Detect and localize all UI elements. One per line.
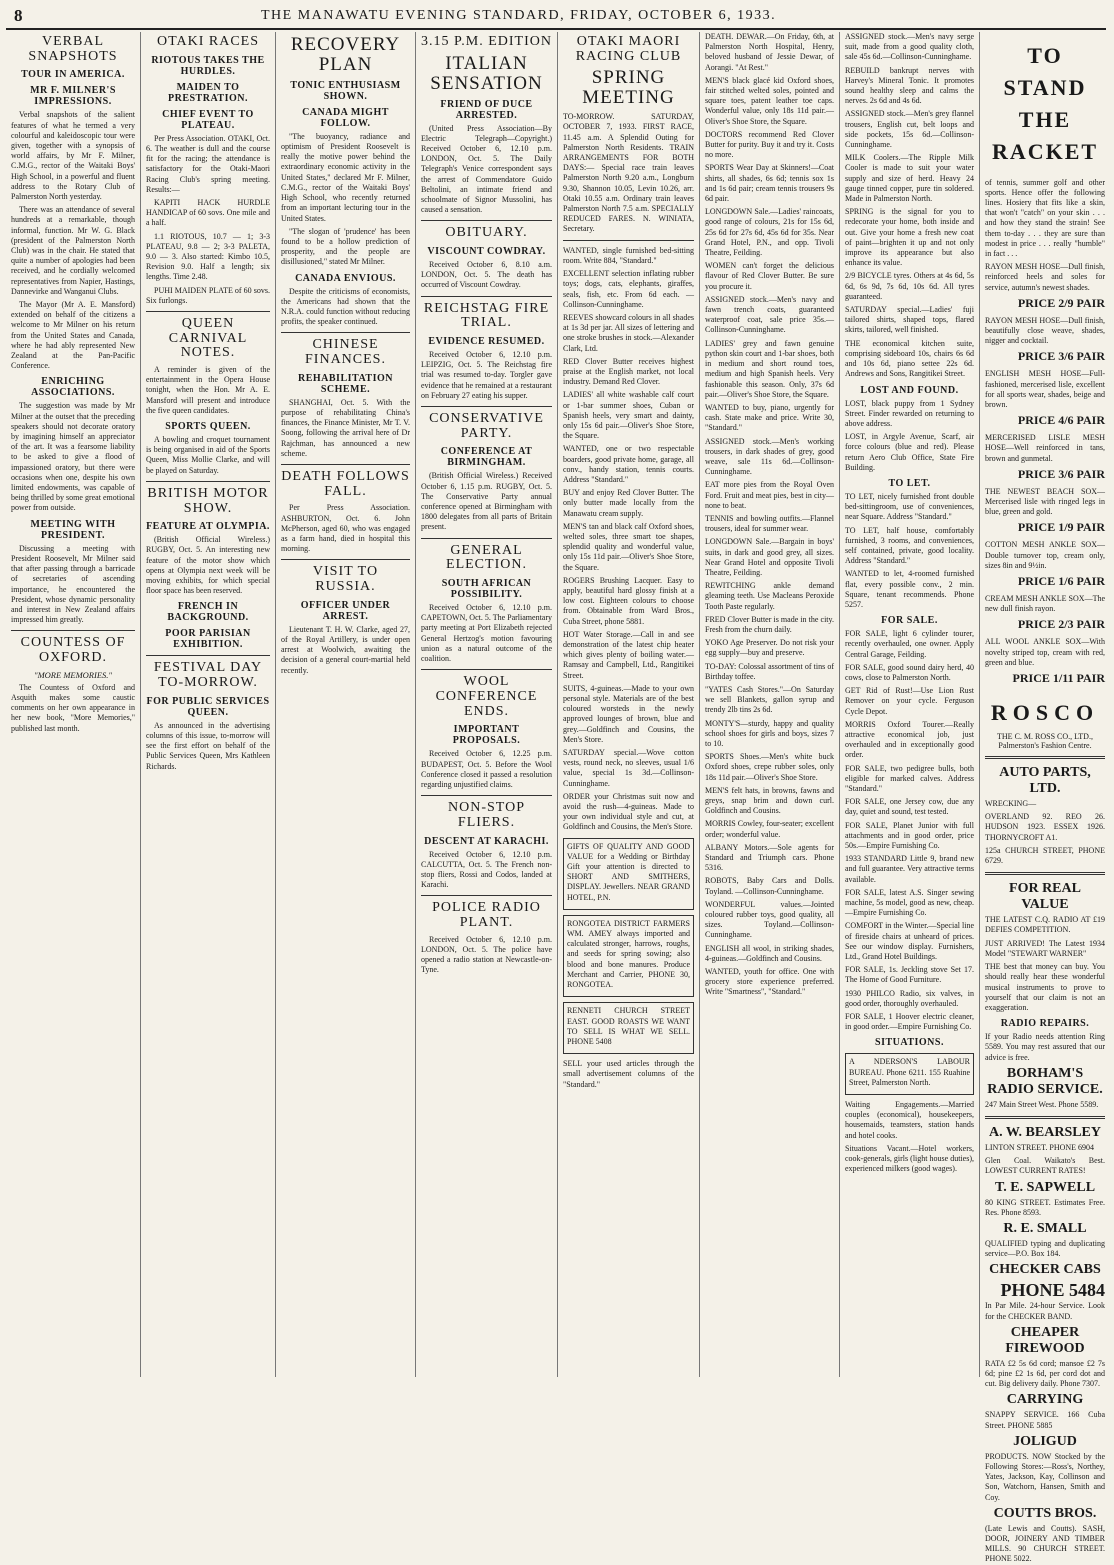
kicker: SPORTS QUEEN. [165,421,251,433]
advert: ASSIGNED stock.—Men's navy serge suit, made from a good quality cloth, sale 45s 6d.—Collinson-Cunninghame. [845,32,974,62]
paragraph: Received October 6, 12.10 p.m. CALCUTTA, Oct. 5. The French non-stop fliers, Rossi and Codos, landed at Karachi. [421,849,552,890]
advert: FRED Clover Butter is made in the city. Fresh from the churn daily. [705,614,834,634]
headline-visit-to-russia: VISIT TO RUSSIA. [312,564,379,594]
divider [281,464,410,465]
advert: FOR SALE, light 6 cylinder tourer, recently overhauled, one owner. Apply Central Garage, Feilding. [845,629,974,659]
advert: MORRIS Oxford Tourer.—Really attractive economical job, just overhauled and in exceptionally good order. [845,719,974,760]
racket-advert-heading [985,40,1105,168]
advert: SPORTS Shoes.—Men's white buck Oxford shoes, crepe rubber soles, only 18s 11d pair.—Oliver's Shoe Store. [705,752,834,782]
paragraph: Received October 6, 12.10 p.m. CAPETOWN, Oct. 5. The Parliamentary party meeting at Port Elizabeth rejected General Hertzog's motion favouring union as a natural outcome of the coalition. [421,603,553,664]
advert: YOKO Age Preserver. Do not risk your egg supply—buy and preserve. [705,638,834,658]
advert: THE economical kitchen suite, comprising sideboard 10s, chairs 6s 6d and 10s 6d, piano settee 22s 6d. Andrews and Sons, Rangitikei Street. [845,338,974,379]
coutts-title: COUTTS BROS. [993,1505,1097,1521]
paragraph: Received October 6, 8.10 a.m. LONDON, Oct. 5. The death has occurred of Viscount Cowdray. [421,260,552,290]
paragraph: Received October 6, 12.25 p.m. BUDAPEST, Oct. 5. Before the Wool Conference closed it passed a resolution regarding unjustified claims. [421,749,552,789]
hosiery-item: ENGLISH MESH HOSE—Full-fashioned, mercerised lisle, excellent for all sports wear, shades, beige and brown. [985,369,1105,410]
advert: 247 Main Street West. Phone 5589. [985,1099,1099,1109]
advert: ASSIGNED stock.—Men's grey flannel trousers, English cut, belt loops and side pockets, 15s 6d.—Collinson-Cunninghame. [845,109,974,150]
advert-box [563,838,694,910]
advert: MEN'S black glacé kid Oxford shoes, fair stitched welted soles, pointed and square toes, patent leather toe caps. Wonderful value, only 18s 11d pair.—Oliver's Shoe Store, the Square. [705,75,834,126]
advert: QUALIFIED typing and duplicating service—P.O. Box 184. [985,1238,1105,1259]
advert: THE LATEST C.Q. RADIO AT £19 DEFIES COMPETITION. [985,915,1105,935]
advert: GIFTS OF QUALITY AND GOOD VALUE for a Wedding or Birthday Gift your attention is directed to SHORT AND SMITHERS, DISPLAY. Jewellers. NEAR GRAND HOTEL, P.N. [567,841,690,902]
headline-general-election: GENERAL ELECTION. [446,542,527,573]
radio-repairs-heading: RADIO REPAIRS. [1000,1018,1090,1030]
advert: WANTED to buy, piano, urgently for cash. State make and price. Write 30, "Standard." [705,402,834,433]
advert: Waiting Engagements.—Married couples (economical), housekeepers, housemaids, teamsters, station hands and hotel cooks. [845,1100,974,1140]
column-2 [141,32,276,1377]
hosiery-item: THE NEWEST BEACH SOX—Mercerised lisle with ringed legs in blue, green and gold. [985,486,1105,517]
divider [11,630,135,631]
kicker: IMPORTANT PROPOSALS. [452,724,521,747]
advert: of tennis, summer golf and other sports. Hence offer the following lines. Hosiery that fits like a skin, that won't "catch" on your skin . . . and how they stand the strain! See them to-day . . . they are sure than modest in price . . . really "humble" in fact . . . [985,177,1105,258]
advert: TO-DAY: Colossal assortment of tins of Birthday toffee. [705,661,834,681]
advert: EXCELLENT selection inflating rubber toys; dogs, cats, elephants, giraffes, seals, fish, etc. From 6d each. —Collinson-Cunninghame. [563,269,694,309]
advert: PRODUCTS. NOW Stocked by the Following Stores:—Ross's, Northey, Yates, Jackson, Kay, Collinson and Son, Watchorn, Hansen, Smith and Coy. [985,1451,1105,1502]
advert: MILK Coolers.—The Ripple Milk Cooler is made to suit your water supply and size of herd. Heavy 24 gauge tinned copper, pure tin soldered. Made in Palmerston North. [845,153,974,204]
advert: TO LET, nicely furnished front double bed-sittingroom, use of conveniences, near Square. Address "Standard." [845,491,974,522]
carrying-title: CARRYING [1006,1392,1084,1408]
advert: WOMEN can't forget the delicious flavour of Red Clover Butter. Be sure you procure it. [705,261,834,291]
advert: ROGERS Brushing Lacquer. Easy to apply, beautiful hard glossy finish at a low cost. Eighteen colours to choose from. Obtainable from Ward Bros., Cuba Street, phone 5881. [563,575,694,626]
kicker: ENRICHING ASSOCIATIONS. [31,376,115,399]
headline-otaki-maori-racing: OTAKI MAORI RACING CLUB [575,34,682,64]
masthead [6,4,1106,30]
divider [421,220,552,221]
advert: FOR SALE, 1s. Jeckling stove Set 17. The Home of Good Furniture. [845,965,974,985]
advert: LONGDOWN Sale.—Ladies' raincoats, good range of colours, 21s for 15s 6d, 25s 6d for 27s 6d, 45s 6d for 35s. Near Grand Hotel, P.N., and opp. Tivoli Theatre, Feilding. [705,207,834,258]
divider [563,240,694,241]
divider [421,895,552,896]
racket-line: RACKET [991,138,1099,164]
advert: A NDERSON'S LABOUR BUREAU. Phone 6211. 155 Ruahine Street, Palmerston North. [849,1057,970,1087]
advert: LONGDOWN Sale.—Bargain in boys' suits, in dark and good grey, all sizes. Near Grand Hotel and opposite Tivoli Theatre, Feilding. [705,537,834,577]
advert: COMFORT in the Winter.—Special line of fireside chairs at unheard of prices. See our window display. Furnishers, Ltd., Grand Hotel Buildings. [845,921,974,962]
paragraph: "The buoyancy, radiance and optimism of President Roosevelt is really the motive power behind the extraordinary economic activity in the United States," declared Mr F. Milner, C.M.G., rector of the Waitaki Boys' High School, who recently returned from an important lecturing tour in the United States. [281,131,410,223]
kicker: MR F. MILNER'S IMPRESSIONS. [30,85,116,108]
page-number: 8 [14,6,23,25]
hosiery-item: ALL WOOL ANKLE SOX—With novelty striped top, cream with red, green and blue. [985,637,1105,667]
price-label: PRICE 3/6 PAIR [1017,349,1105,364]
kicker: DESCENT AT KARACHI. [424,835,549,847]
advert: REWITCHING ankle demand gleaming teeth. Use Macleans Peroxide Tooth Paste regularly. [705,581,834,611]
advert: OVERLAND 92. REO 26. HUDSON 1923. ESSEX 1926. THORNYCROFT A1. [985,812,1105,842]
advert: FOR SALE, two pedigree bulls, both eligible for marked calves. Address "Standard." [845,763,974,793]
edition-banner: 3.15 P.M. EDITION [421,34,552,49]
paragraph: 1.1 RIOTOUS, 10.7 — 1; 3-3 PLATEAU, 9.8 — 2; 3-3 PALETA, 9.0 — 3. Also started: Kimbo 10.5, Revision 9.0. Half a length; six lengths. Time 2.48. [146,231,270,282]
paragraph: (British Official Wireless.) RUGBY, Oct. 5. An interesting new feature of the motor show which opens at Olympia next week will be moving exhibits, for which special floor space has been reserved. [146,535,270,596]
headline-police-radio: POLICE RADIO PLANT. [432,900,541,931]
headline-british-motor-show: BRITISH MOTOR SHOW. [147,485,269,516]
headline-countess-of-oxford: COUNTESS OF OXFORD. [20,635,126,665]
joligud-title: JOLIGUD [1013,1433,1077,1449]
divider [985,1116,1105,1119]
kicker: CANADA MIGHT FOLLOW. [302,106,389,129]
column-1 [6,32,141,1377]
advert: WANTED, youth for office. One with grocery store experience preferred. Write "Smartness", "Standard." [705,967,834,997]
advert: WRECKING— [985,799,1037,809]
hosiery-item: MERCERISED LISLE MESH HOSE—Well reinforced in tans, brown and gunmetal. [985,433,1105,463]
advert: TO-MORROW. SATURDAY, OCTOBER 7, 1933. FIRST RACE, 11.45 a.m. A Splendid Outing for Palmerston North Residents. TRAIN ARRANGEMENTS FOR BOTH DAYS:— Special race train leaves Palmerston North 9.20 a.m., Longburn 9.30, Shannon 10.05, Levin 10.26, arr. Otaki 10.55 a.m. Ordinary train leaves Palmerston North 7.5 a.m. SPECIALLY REDUCED FARES. N. WINIATA, Secretary. [563,112,694,234]
divider [985,872,1105,875]
paragraph: Discussing a meeting with President Roosevelt, Mr Milner said that after passing through a barricade of secretaries of ascending importance, he encountered the President, whose dynamic personality and interest in New Zealand affairs impressed him greatly. [11,543,135,625]
advert: 125a CHURCH STREET, PHONE 6729. [985,845,1105,866]
rosco-company: THE C. M. ROSS CO., LTD., [997,732,1093,742]
divider [985,756,1105,759]
kicker: MEETING WITH PRESIDENT. [30,518,116,541]
divider [146,655,270,656]
advert: TENNIS and bowling outfits.—Flannel trousers, ideal for summer wear. [705,513,834,534]
advert: RENNETI CHURCH STREET EAST. GOOD ROASTS WE WANT TO SELL IS WHAT WE SELL. PHONE 5408 [567,1006,690,1046]
advert: ALBANY Motors.—Sole agents for Standard and Triumph cars. Phone 5316. [705,842,834,873]
headline-death-follows-fall: DEATH FOLLOWS FALL. [281,468,410,499]
section-heading-situations: SITUATIONS. [875,1037,944,1049]
paragraph: Per Press Association. ASHBURTON, Oct. 6. John McPherson, aged 60, who was engaged as a farm hand, died in hospital this morning. [281,503,410,554]
advert: RED Clover Butter receives highest praise at the English market, not local industry. Demand Red Clover. [563,356,694,387]
hosiery-item: RAYON MESH HOSE—Dull finish, beautifully close weave, shades, nigger and cocktail. [985,315,1105,346]
kicker: CANADA ENVIOUS. [295,272,396,284]
divider [421,669,552,670]
column-4 [416,32,558,1377]
kicker: EVIDENCE RESUMED. [428,336,545,348]
kicker: REHABILITATION SCHEME. [298,372,393,395]
advert: LADIES' all white washable calf court or 1-bar summer shoes, Cuban or Spanish heels, very smart and dainty, only 15s 6d pair.—Oliver's Shoe Store, the Square. [563,390,694,441]
rosco-tagline: Palmerston's Fashion Centre. [998,741,1092,751]
paragraph: There was an attendance of several hundreds at a remarkable, though informal, function. Mr W. G. Black (president of the Palmerston North Club) was in the chair. He stated that quite a number of apologies had been received, and he cordially welcomed representatives from Napier, Hastings, Dannevirke and Wanganui Clubs. [11,205,135,296]
borham-title: BORHAM'S RADIO SERVICE. [987,1065,1103,1097]
bearsley-title: A. W. BEARSLEY [988,1124,1102,1140]
kicker: MAIDEN TO PRESTRATION. [168,81,248,104]
small-title: R. E. SMALL [1003,1220,1087,1236]
checker-cabs-title: CHECKER CABS [989,1262,1101,1278]
column-3 [276,32,416,1377]
divider [421,296,552,297]
paragraph: Per Press Association. OTAKI, Oct. 6. The weather is dull and the course fit for the racing; the attendance is satisfactory for the Otaki-Maori Racing Club's spring meeting. Results:— [146,133,270,194]
advert: TO LET, half house, comfortably furnished, 3 rooms, and conveniences, self contained, private, good locality. Address "Standard." [845,525,974,566]
advert-box [845,1053,974,1095]
advert: In Par Mile. 24-hour Service. Look for the CHECKER BAND. [985,1301,1105,1321]
paragraph: "The slogan of 'prudence' has been found to be a hollow prediction of prosperity, and the people are disillusioned," stated Mr Milner. [281,226,410,267]
paragraph: The Mayor (Mr A. E. Mansford) extended on behalf of the citizens a welcome to Mr Milner on his return from the United States and Canada, where he had ably represented New Zealand at the Pan-Pacific Conference. [11,300,135,371]
advert: MORRIS Cowley, four-seater; excellent order; wonderful value. [705,819,834,839]
racket-line: THE [1018,106,1072,132]
paragraph: PUHI MAIDEN PLATE of 60 sovs. Six furlongs. [146,285,270,305]
advert: MONTY'S—sturdy, happy and quality school shoes for girls and boys, sizes 7 to 10. [705,718,834,748]
headline-otaki-races: OTAKI RACES [156,34,260,49]
advert: RATA £2 5s 6d cord; mansoe £2 7s 6d; pine £2 1s 6d, per cord dot and cut. Big delivery daily. Phone 7307. [985,1358,1105,1389]
paragraph: SHANGHAI, Oct. 5. With the purpose of rehabilitating China's finances, the Finance Minister, Mr T. V. Soong, following the arrival here of Dr Rajchman, has announced a new scheme. [281,397,410,458]
advert: FOR SALE, latest A.S. Singer sewing machine, 5s model, good as new, cheap.—Empire Furnishing Co. [845,887,974,918]
advert: 1933 STANDARD Little 9, brand new and full guarantee. Very attractive terms available. [845,854,974,884]
column-8 [980,32,1110,1564]
hosiery-item: COTTON MESH ANKLE SOX—Double turnover top, cream only, sizes 8in and 9½in. [985,540,1105,570]
headline-non-stop-fliers: NON-STOP FLIERS. [448,800,525,830]
advert: LOST, in Argyle Avenue, Scarf, air force colours (blue and red). Please return Aero Club Office, State Fire Building. [845,432,974,472]
divider [421,406,552,407]
headline-verbal-snapshots: VERBAL SNAPSHOTS [28,34,118,64]
advert: FOR SALE, Planet Junior with full attachments and in good order, price 50s.—Empire Furnishing Co. [845,820,974,851]
auto-parts-title: AUTO PARTS, LTD. [999,765,1091,797]
paragraph: Verbal snapshots of the salient features of what he termed a very colourful and kaleidoscopic tour were given, together with a synopsis of world affairs, by Mr F. Milner, C.M.G., rector of the Waitaki Boys' High School, in a powerful and fluent address to the Rotary Club of Palmerston North yesterday. [11,110,135,201]
paragraph: (British Official Wireless.) Received October 6, 1.15 p.m. RUGBY, Oct. 5. The Conservative Party annual conference opened at Birmingham with 1800 delegates from all parts of Britain present. [421,471,552,532]
advert: FOR SALE, 1 Hoover electric cleaner, in good order.—Empire Furnishing Co. [845,1012,974,1032]
advert: SATURDAY special.—Ladies' fuji tailored shirts, shaped tops, flared skirts, tailored, well finished. [845,305,974,335]
kicker: TOUR IN AMERICA. [21,69,125,81]
kicker: RIOTOUS TAKES THE HURDLES. [151,54,265,77]
advert: BUY and enjoy Red Clover Butter. The only butter made locally from the Manawatu cream supply. [563,488,694,518]
column-6 [700,32,840,1377]
column-5 [558,32,700,1377]
kicker: FRIEND OF DUCE ARRESTED. [440,98,533,121]
advert: HOT Water Storage.—Call in and see demonstration of the latest chip heater which gives plenty of boiling water.—Ramsay and Campbell, Ltd., Rangitikei Street. [563,629,694,680]
headline-wool-conference: WOOL CONFERENCE ENDS. [435,674,538,719]
paragraph: KAPITI HACK HURDLE HANDICAP of 60 sovs. One mile and a half. [146,197,270,228]
advert: 80 KING STREET. Estimates Free. Res. Phone 8593. [985,1197,1105,1217]
divider [421,538,552,539]
price-label: PRICE 2/3 PAIR [1017,617,1105,632]
checker-phone: PHONE 5484 [1000,1280,1105,1301]
advert: REEVES showcard colours in all shades at 1s 3d per jar. All sizes of lettering and one stroke brushes in stock.—Alexander Clark, Ltd. [563,312,694,353]
section-heading-to-let: TO LET. [888,477,931,489]
kicker: TONIC ENTHUSIASM SHOWN. [290,79,401,102]
divider [146,481,270,482]
advert: ORDER your Christmas suit now and avoid the rush—4-guineas. Made to your own individual style and cut, at Goldfinch and Cousins, the Men's Store. [563,791,694,832]
kicker: FOR PUBLIC SERVICES QUEEN. [146,695,270,718]
advert: FOR SALE, one Jersey cow, due any day, quiet and sound, test tested. [845,797,974,817]
advert: WANTED, one or two respectable boarders, good private home, garage, all conv., handy station, tennis courts. Address "Standard." [563,444,694,484]
firewood-title: CHEAPER FIREWOOD [1005,1324,1085,1356]
paragraph: A bowling and croquet tournament is being organised in aid of the Sports Queen, Miss Mollie Clarke, and will be played on Saturday. [146,435,270,475]
paragraph: Received October 6, 12.10 p.m. LEIPZIG, Oct. 5. The Reichstag fire trial was resumed to-day. Torgler gave evidence that he remained at a restaurant on February 27 eating his supper. [421,350,552,400]
advert: (Late Lewis and Coutts). SASH, DOOR, JOINERY AND TIMBER MILLS. 90 CHURCH STREET. PHONE 5022. [985,1523,1105,1564]
advert: EAT more pies from the Royal Oven Ford. Fruit and meat pies, best in city—none to beat. [705,480,834,510]
headline-spring-meeting: SPRING MEETING [582,67,675,109]
divider [281,559,410,560]
price-label: PRICE 3/6 PAIR [1017,466,1105,481]
kicker: CONFERENCE AT BIRMINGHAM. [440,446,533,469]
headline-festival-day: FESTIVAL DAY TO-MORROW. [153,660,263,691]
price-label: PRICE 2/9 PAIR [1017,295,1105,310]
advert: THE best that money can buy. You should really hear these wonderful musical instruments to prove to yourself that our claim is not an exaggeration. [985,962,1105,1012]
paragraph: The suggestion was made by Mr Milner at the outset that the preceding speakers should not decorate oratory by imagining himself an appreciator of the art. It was a fearsome liability to be asked to give a flood of impassioned oratory, but there were occasions when one, despite his own limited endowments, was capable of being thrilled by some great emotional power from outside. [11,401,135,513]
rosco-logo: ROSCO [990,700,1100,726]
subhead: "MORE MEMORIES." [34,669,112,680]
advert: GET Rid of Rust!—Use Lion Rust Remover on your cycle. Ferguson Cycle Depot. [845,686,974,716]
column-7 [840,32,980,1377]
advert: WANTED to let, 4-roomed furnished flat, every possible conv., 2 min. Square, tenant recommends. Phone 5257. [845,569,974,609]
radio-title: FOR REAL VALUE [1009,881,1081,913]
headline-chinese-finances: CHINESE FINANCES. [305,337,386,368]
advert: LADIES' grey and fawn genuine python skin court and 1-bar shoes, both in medium and short round toes, medium and high Spanish heels. Very fashionable this season. Only, 37s 6d pair.—Oliver's Shoe Store, the Square. [705,338,834,399]
headline-recovery-plan: RECOVERY PLAN [290,34,401,75]
advert: ROBOTS, Baby Cars and Dolls. Toyland. —Collinson-Cunninghame. [705,876,834,896]
paragraph: (United Press Association—By Electric Telegraph—Copyright.) Received October 6, 12.10 p.m. LONDON, Oct. 5. The Daily Telegraph's Venice correspondent says the arrest of Commendatore Guido Beltolini, an intimate friend and schoolmate of Signor Mussolini, has caused a sensation. [421,123,552,215]
kicker: SOUTH AFRICAN POSSIBILITY. [441,578,532,601]
divider [281,332,410,333]
advert: WANTED, single furnished bed-sitting room. Write 884, "Standard." [563,245,694,265]
advert: SUITS, 4-guineas.—Made to your own personal style. Materials are of the best coloured worsteds in the newly approved lounges of brown, blue and grey.—Goldfinch and Cousins, the Men's Store. [563,683,694,744]
advert: MEN'S felt hats, in browns, fawns and greys, snap brim and down curl. Goldfinch and Cousins. [705,785,834,816]
headline-italian-sensation: ITALIAN SENSATION [430,52,543,94]
advert: FOR SALE, good sound dairy herd, 40 cows, close to Palmerston North. [845,662,974,682]
advert: If your Radio needs attention Ring 5589. You may rest assured that our advice is free. [985,1032,1105,1062]
kicker: OFFICER UNDER ARREST. [300,599,391,622]
kicker: CHIEF EVENT TO PLATEAU. [162,108,254,131]
paragraph: The Countess of Oxford and Asquith makes some caustic comments on her own appearance in her new book, "More Memories," published last month. [11,682,135,733]
advert: SPORTS Wear Day at Skinners!—Coat shirts, all shades, 6s 6d; tennis sox 1s and 1s 6d pair; cream tennis trousers 9s 6d pair. [705,163,834,204]
hosiery-item: CREAM MESH ANKLE SOX—The new dull finish rayon. [985,594,1105,614]
advert-box [563,1002,694,1054]
advert: ASSIGNED stock.—Men's working trousers, in dark shades of grey, good weave, sale 11s 6d.—Collinson-Cunninghame. [705,436,834,477]
advert: "YATES Cash Stores."—On Saturday we sell Blankets, gallon syrup and trendy 2lb tins 2s 6d. [705,684,834,715]
advert: SPRING is the signal for you to redecorate your home, both inside and out. Give your home a fresh new coat of paint—brighten it up and not only improve its appearance but also enhance its value. [845,207,974,268]
racket-line: STAND [1003,74,1087,100]
price-label: PRICE 1/6 PAIR [1017,574,1105,589]
advert: SNAPPY SERVICE. 166 Cuba Street. PHONE 5885 [985,1410,1105,1430]
sapwell-title: T. E. SAPWELL [994,1179,1096,1195]
advert: ASSIGNED stock.—Men's navy and fawn trench coats, guaranteed waterproof coat, sale price 35s.—Collinson-Cunninghame. [705,294,834,335]
divider [146,311,270,312]
kicker: FEATURE AT OLYMPIA. [146,521,270,533]
paragraph: Received October 6, 12.10 p.m. LONDON, Oct. 5. The police have opened a radio station at Newcastle-on-Tyne. [421,934,552,975]
advert: Glen Coal. Waikato's Best. LOWEST CURRENT RATES! [985,1156,1105,1176]
advert: SELL your used articles through the small advertisement columns of the "Standard." [563,1059,694,1089]
paragraph: As announced in the advertising columns of this issue, to-morrow will see the first effort on behalf of the Public Services Queen, Mrs Kathleen Richards. [146,720,270,771]
divider [421,795,552,796]
headline-conservative-party: CONSERVATIVE PARTY. [429,411,544,441]
advert: MEN'S tan and black calf Oxford shoes, welted soles, three smart toe shapes, splendid quality and wonderful value, only 15s 11d pair.—Oliver's Shoe Store, the Square. [563,521,694,572]
racket-line: TO [1027,43,1063,68]
kicker: FRENCH IN BACKGROUND. [167,601,249,624]
advert: DEATH. DEWAR.—On Friday, 6th, at Palmerston North Hospital, Henry, beloved husband of Jessie Dewar, of Aorangi. "At Rest." [705,32,834,72]
price-label: PRICE 1/11 PAIR [1012,671,1105,686]
price-label: PRICE 1/9 PAIR [1017,520,1105,535]
advert-box [563,915,694,997]
advert: LINTON STREET. PHONE 6904 [985,1142,1095,1152]
advert: ENGLISH all wool, in striking shades, 4-guineas.—Goldfinch and Cousins. [705,943,834,963]
advert: LOST, black puppy from 1 Sydney Street. Finder rewarded on returning to above address. [845,398,974,428]
masthead-title: THE MANAWATU EVENING STANDARD, FRIDAY, OCTOBER 6, 1933. [261,8,777,23]
advert: REBUILD bankrupt nerves with Harvey's Mineral Tonic. It promotes sound healthy sleep and calms the nerves. 2s 6d and 4s 6d. [845,65,974,106]
paragraph: Lieutenant T. H. W. Clarke, aged 27, of the Royal Artillery, is under open arrest at Woolwich, awaiting the decision of a general court-martial held recently. [281,624,410,675]
advert: 2/9 BICYCLE tyres. Others at 4s 6d, 5s 6d, 6s 9d, 7s 6d, 10s 6d. All tyres guaranteed. [845,271,974,301]
advert: DOCTORS recommend Red Clover Butter for purity. Buy it and try it. Costs no more. [705,129,834,160]
advert: Situations Vacant.—Hotel workers, cook-generals, girls (light house duties), experienced milkers (good wages). [845,1143,974,1174]
section-heading-for-sale: FOR SALE. [881,615,938,627]
advert: SATURDAY special.—Wove cotton vests, round neck, no sleeves, usual 1/6 value, special 1s 3d.—Collinson-Cunninghame. [563,748,694,788]
price-label: PRICE 4/6 PAIR [1017,413,1105,428]
kicker: POOR PARISIAN EXHIBITION. [165,628,251,651]
advert: 1930 PHILCO Radio, six valves, in good order, thoroughly overhauled. [845,988,974,1008]
advert: JUST ARRIVED! The Latest 1934 Model "STEWART WARNER" [985,938,1105,958]
section-heading-lost-found: LOST AND FOUND. [860,384,959,396]
paragraph: Despite the criticisms of economists, the Americans had shown that the N.R.A. could function without reducing profits, the speaker continued. [281,286,410,327]
headline-reichstag-fire: REICHSTAG FIRE TRIAL. [423,300,550,331]
paragraph: A reminder is given of the entertainment in the Opera House tonight, when the Hon. Mr A. E. Mansford will present and introduce the five queen candidates. [146,365,270,415]
advert: RONGOTEA DISTRICT FARMERS WM. AMEY always imported and calculated stronger, harrows, roughs, and seeds for spring sowing; also blood and bone manures. Produce Merchant and Carrier, PHONE 30, RONGOTEA. [567,918,690,990]
headline-queen-carnival: QUEEN CARNIVAL NOTES. [168,315,248,361]
advert: WONDERFUL values.—Jointed coloured rubber toys, good quality, all sizes. Toyland.—Collinson-Cunninghame. [705,899,834,940]
kicker: VISCOUNT COWDRAY. [427,246,546,258]
headline-obituary: OBITUARY. [445,225,528,241]
hosiery-item: RAYON MESH HOSE—Dull finish, reinforced heels and soles for service, autumn's newest shades. [985,262,1105,292]
